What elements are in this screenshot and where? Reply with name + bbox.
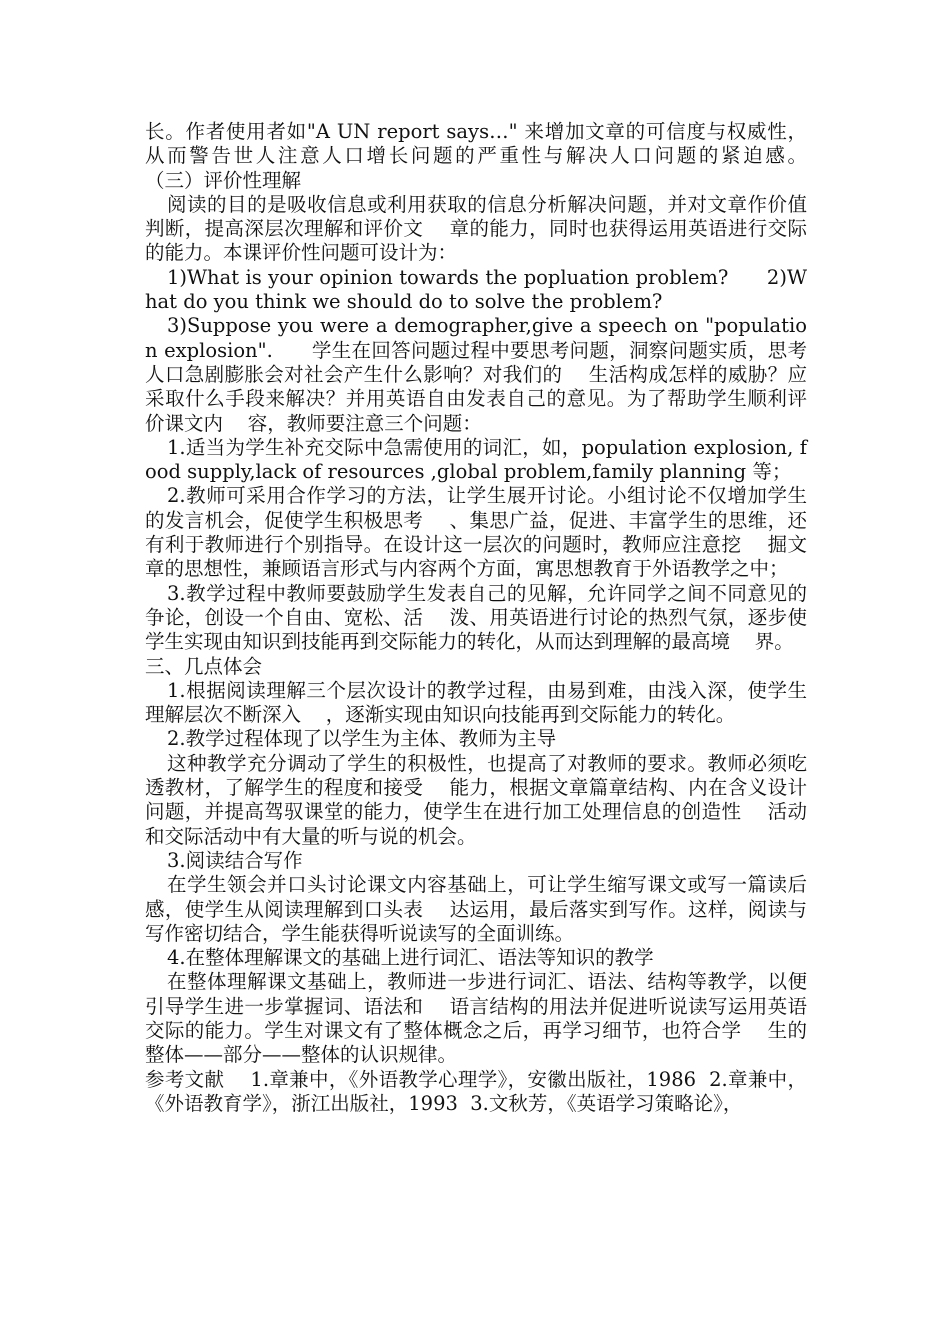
paragraph-13: 4.在整体理解课文的基础上进行词汇、语法等知识的教学 bbox=[167, 946, 654, 970]
paragraph-10: 这种教学充分调动了学生的积极性，也提高了对教师的要求。教师必须吃透教材，了解学生的程度和接受 能力，根据文章篇章结构、内在含义设计问题，并提高驾驭课堂的能力，使学生在进行加工处理信息的创造性 活动和交际活动中有大量的听与说的机会。 bbox=[145, 751, 807, 848]
paragraph-2: 阅读的目的是吸收信息或利用获取的信息分析解决问题，并对文章作价值判断，提高深层次理解和评价文 章的能力，同时也获得运用英语进行交际的能力。本课评价性问题可设计为： bbox=[145, 192, 807, 265]
paragraph-6: 2.教师可采用合作学习的方法，让学生展开讨论。小组讨论不仅增加学生的发言机会，促使学生积极思考 、集思广益，促进、丰富学生的思维，还有利于教师进行个别指导。在设计这一层次的问题时，教师应注意挖 掘文章的思想性，兼顾语言形式与内容两个方面，寓思想教育于外语教学之中； bbox=[145, 484, 807, 581]
paragraph-14: 在整体理解课文基础上，教师进一步进行词汇、语法、结构等教学，以便引导学生进一步掌握词、语法和 语言结构的用法并促进听说读写运用英语交际的能力。学生对课文有了整体概念之后，再学习细节，也符合学 生的整体——部分——整体的认识规律。 bbox=[145, 970, 807, 1067]
document-body bbox=[145, 120, 907, 1116]
paragraph-8: 1.根据阅读理解三个层次设计的教学过程，由易到难，由浅入深，使学生理解层次不断深入 ，逐渐实现由知识向技能再到交际能力的转化。 bbox=[145, 678, 807, 727]
paragraph-12: 在学生领会并口头讨论课文内容基础上，可让学生缩写课文或写一篇读后感，使学生从阅读理解到口头表 达运用，最后落实到写作。这样，阅读与写作密切结合，学生能获得听说读写的全面训练。 bbox=[145, 873, 807, 945]
paragraph-3: 1)What is your opinion towards the popluation problem? 2)What do you think we should do to solve the problem? bbox=[145, 265, 807, 314]
section-heading: 三、几点体会 bbox=[145, 654, 263, 678]
paragraph-5: 1.适当为学生补充交际中急需使用的词汇，如，population explosion, food supply,lack of resources ,global problem,family planning 等； bbox=[145, 435, 807, 484]
references: 参考文献 1.章兼中，《外语教学心理学》，安徽出版社，1986 2.章兼中，《外语教育学》，浙江出版社，1993 3.文秋芳，《英语学习策略论》， bbox=[145, 1067, 807, 1115]
paragraph-7: 3.教学过程中教师要鼓励学生发表自己的见解，允许同学之间不同意见的争论，创设一个自由、宽松、活 泼、用英语进行讨论的热烈气氛，逐步使学生实现由知识到技能再到交际能力的转化，从而达到理解的最高境 界。 bbox=[145, 581, 807, 654]
paragraph-1: 长。作者使用者如"A UN report says…" 来增加文章的可信度与权威性，从而警告世人注意人口增长问题的严重性与解决人口问题的紧迫感。 （三）评价性理解 bbox=[145, 120, 907, 192]
paragraph-11: 3.阅读结合写作 bbox=[167, 848, 303, 872]
paragraph-9: 2.教学过程体现了以学生为主体、教师为主导 bbox=[167, 727, 557, 751]
paragraph-4: 3)Suppose you were a demographer,give a speech on "population explosion". 学生在回答问题过程中要思考问题，洞察问题实质，思考人口急剧膨胀会对社会产生什么影响？对我们的 生活构成怎样的威胁？应采取什么手段来解决？并用英语自由发表自己的意见。为了帮助学生顺利评价课文内 容，教师要注意三个问题： bbox=[145, 314, 807, 435]
